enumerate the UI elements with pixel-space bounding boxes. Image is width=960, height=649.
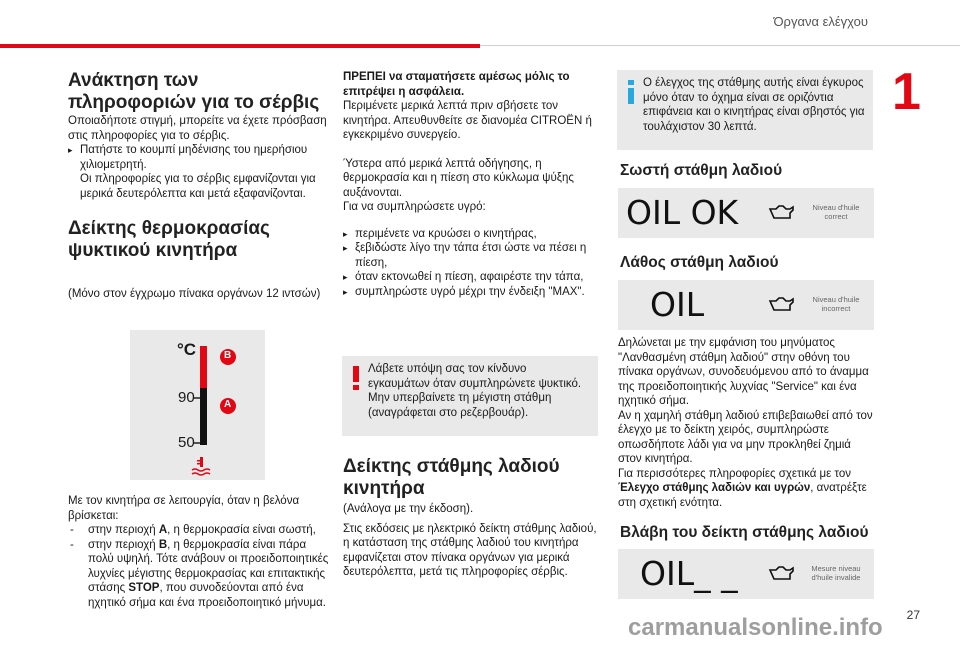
coolant-gauge <box>130 330 265 480</box>
service-heading: Ανάκτηση των πληροφοριών για το σέρβις <box>68 70 320 113</box>
gauge-unit: °C <box>177 340 197 359</box>
fault-oil-heading: Βλάβη του δείκτη στάθμης λαδιού <box>620 524 869 541</box>
engine-intro: Με τον κινητήρα σε λειτουργία, όταν η βελόνα βρίσκεται: <box>68 495 300 522</box>
oil-text: Στις εκδόσεις με ηλεκτρικό δείκτη στάθμης λαδιού, η κατάσταση της στάθμης λαδιού του κινητήρα εμφανίζεται στον πίνακα οργάνων για μερικά δευτερόλεπτα, μετά τις πληροφορίες σέρβις. <box>343 522 597 578</box>
warning-text: Περιμένετε μερικά λεπτά πριν σβήσετε τον κινητήρα. Απευθυνθείτε σε διανομέα CITROËN ή εγκεκριμένο συνεργείο. <box>343 100 592 141</box>
page-number: 27 <box>906 608 920 622</box>
chapter-number: 1 <box>892 63 921 121</box>
burn-warning-box <box>342 356 598 436</box>
oil-heading: Δείκτης στάθμης λαδιού κινητήρα <box>343 456 560 499</box>
oil-fault-caption: Mesure niveau d'huile invalide <box>811 564 861 582</box>
oil-note: (Ανάλογα με την έκδοση). <box>343 503 474 515</box>
oil-wrong-display <box>618 280 874 330</box>
service-bullet-cont: Οι πληροφορίες για το σέρβις εμφανίζονται για μερικά δευτερόλεπτα και μετά εξαφανίζονται. <box>80 173 316 200</box>
info-box <box>617 70 873 150</box>
gauge-label-50: 50 <box>178 434 195 451</box>
gauge-label-90: 90 <box>178 389 195 406</box>
oil-wrong-caption: Niveau d'huile incorrect <box>812 295 860 313</box>
info-icon <box>627 80 635 104</box>
zone-b-item: - στην περιοχή B, η θερμοκρασία είναι πάρα πολύ υψηλή. Τότε ανάβουν οι προειδοποιητικές λυχνίες μέγιστης θερμοκρασίας και επιτακτικής στάσης STOP, που συνοδεύονται από ένα ηχητικό σήμα και ένα προειδοποιητικό μήνυμα. <box>68 538 330 611</box>
service-intro: Οποιαδήποτε στιγμή, μπορείτε να έχετε πρόσβαση στις πληροφορίες για το σέρβις. <box>68 115 327 142</box>
topup-intro: Για να συμπληρώσετε υγρό: <box>343 201 486 213</box>
service-bullet: ▸ Πατήστε το κουμπί μηδένισης του ημερήσιου χιλιομετρητή. <box>68 143 328 172</box>
gauge-zone-b-label: B <box>224 350 232 361</box>
watermark[interactable]: carmanualsonline.info <box>628 614 883 641</box>
zone-a-item: - στην περιοχή A, η θερμοκρασία είναι σωστή, <box>68 523 330 538</box>
gauge-hot-zone <box>200 346 207 388</box>
burn-warning-text: Λάβετε υπόψη σας τον κίνδυνο εγκαυμάτων όταν συμπληρώνετε ψυκτικό. Μην υπερβαίνετε τη μέγιστη στάθμη (αναγράφεται στο ρεζερβουάρ). <box>368 363 582 419</box>
gauge-graphic <box>130 330 265 480</box>
info-text: Ο έλεγχος της στάθμης αυτής είναι έγκυρος μόνο όταν το όχημα είναι σε οριζόντια επιφάνεια και ο κινητήρας είναι σβηστός για τουλάχιστον 30 λεπτά. <box>643 77 865 133</box>
topup-step: ▸ περιμένετε να κρυώσει ο κινητήρας, <box>343 227 599 242</box>
header-rule <box>480 45 960 46</box>
header-red-bar <box>0 44 480 48</box>
topup-steps <box>343 227 599 300</box>
wrong-text-3: Για περισσότερες πληροφορίες σχετικά με τον Έλεγχο στάθμης λαδιών και υγρών, ανατρέξτε στη σχετική ενότητα. <box>618 467 867 509</box>
oil-body <box>343 502 599 580</box>
topup-step: ▸ συμπληρώστε υγρό μέχρι την ένδειξη "MAX". <box>343 285 599 300</box>
topup-step: ▸ όταν εκτονωθεί η πίεση, αφαιρέστε την τάπα, <box>343 270 599 285</box>
oil-ok-caption: Niveau d'huile correct <box>812 203 860 221</box>
correct-oil-heading: Σωστή στάθμη λαδιού <box>620 162 783 179</box>
coolant-note: (Μόνο στον έγχρωμο πίνακα οργάνων 12 ιντσών) <box>68 288 321 300</box>
oil-wrong-text: OIL <box>650 285 705 324</box>
warning-bold: ΠΡΕΠΕΙ να σταματήσετε αμέσως μόλις το επιτρέψει η ασφάλεια. <box>343 71 570 98</box>
oil-ok-display <box>618 188 874 238</box>
gauge-zone-a-label: A <box>224 399 232 410</box>
oil-ok-text: OIL OK <box>626 193 739 232</box>
after-text: Ύστερα από μερικά λεπτά οδήγησης, η θερμοκρασία και η πίεση στο κύκλωμα ψύξης αυξάνονται. <box>343 157 574 199</box>
section-title: Όργανα ελέγχου <box>773 14 868 29</box>
warning-block <box>343 70 599 299</box>
oil-can-icon <box>768 296 794 312</box>
engine-zones-text <box>68 494 330 610</box>
service-body <box>68 114 328 201</box>
wrong-text-2: Αν η χαμηλή στάθμη λαδιού επιβεβαιωθεί από τον έλεγχο με το δείκτη χειρός, συμπληρώστε οπωσδήποτε λάδι για να μην προκληθεί ζημιά στον κινητήρα. <box>618 409 873 465</box>
oil-fault-display <box>618 549 874 599</box>
coolant-temp-icon <box>192 457 210 475</box>
wrong-oil-heading: Λάθος στάθμη λαδιού <box>620 254 779 271</box>
wrong-oil-body <box>618 336 874 510</box>
wrong-text-1: Δηλώνεται με την εμφάνιση του μηνύματος "Λανθασμένη στάθμη λαδιού" στην οθόνη του πίνακα οργάνων, συνοδευόμενου από το άναμμα της προειδοποιητικής λυχνίας "Service" και ένα ηχητικό σήμα. <box>618 337 869 407</box>
gauge-normal-zone <box>200 388 207 445</box>
oil-can-icon <box>768 204 794 220</box>
oil-fault-text: OIL_ _ <box>640 554 738 593</box>
warning-icon <box>352 366 360 390</box>
topup-step: ▸ ξεβιδώστε λίγο την τάπα έτσι ώστε να πέσει η πίεση, <box>343 241 599 270</box>
coolant-heading: Δείκτης θερμοκρασίας ψυκτικού κινητήρα <box>68 218 270 261</box>
oil-can-icon <box>768 565 794 581</box>
